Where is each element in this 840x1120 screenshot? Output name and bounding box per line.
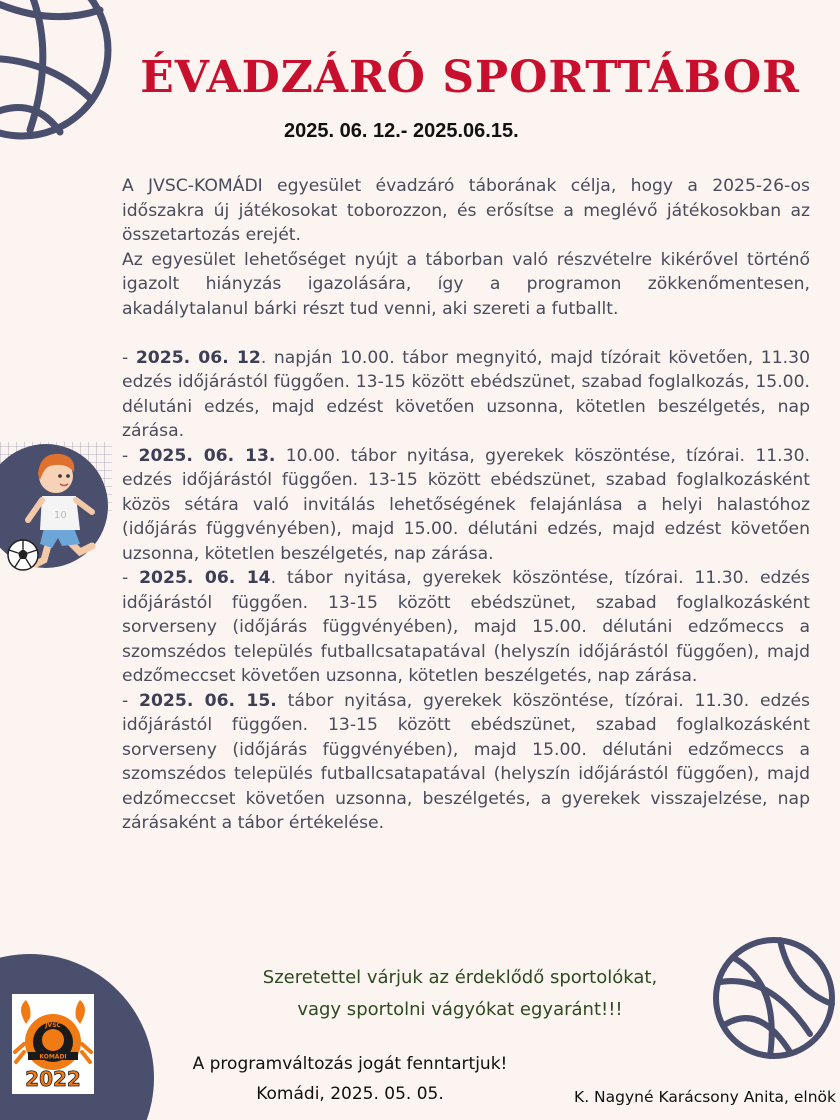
bullet: -	[122, 690, 139, 711]
schedule-text: tábor nyitása, gyerekek köszöntése, tízórai. 11.30. edzés időjárástól függően. 13-15 között ebédszünet, szabad foglalkozásként sorverseny (időjárás függvényében), majd 15.00. délutáni edzőmeccs a szomszédos település futballcsatapatával (helyszín időjárástól függően), majd edzőmeccset követően uzsonna, beszélgetés, a gyerekek visszajelzése, nap zárásaként a tábor értékelése.	[122, 690, 811, 833]
reservation-notice: A programváltozás jogát fenntartjuk!	[192, 1054, 508, 1074]
schedule-date: 2025. 06. 13.	[138, 445, 276, 466]
club-logo	[12, 994, 94, 1094]
schedule-date: 2025. 06. 12	[135, 347, 261, 368]
page-title: ÉVADZÁRÓ SPORTTÁBOR	[140, 52, 800, 103]
invitation-line: vagy sportolni vágyókat egyaránt!!!	[297, 999, 623, 1020]
schedule-date: 2025. 06. 15.	[138, 690, 277, 711]
paragraph-spacer	[122, 321, 810, 346]
bullet: -	[122, 445, 139, 466]
svg-text:10: 10	[54, 510, 67, 521]
intro-paragraph: Az egyesület lehetőséget nyújt a táborban való részvételre kikérővel történő igazolt hiányzás igazolására, így a programon zökkenőmentesen, akadálytalanul bárki részt tud venni, aki szereti a futballt.	[122, 249, 810, 319]
soccer-ball-icon	[6, 538, 40, 572]
schedule-text: . tábor nyitása, gyerekek köszöntése, tízórai. 11.30. edzés időjárástól függően. 13-15 között ebédszünet, szabad foglalkozásként sorverseny (időjárás függvényében), majd 15.00. délutáni edzőmeccs a szomszédos település futballcsatapatával (helyszín időjárástól függően), majd edzőmeccset követően uzsonna, kötetlen beszélgetés, nap zárása.	[122, 568, 810, 686]
signature: K. Nagyné Karácsony Anita, elnök	[574, 1088, 836, 1106]
schedule-text: 10.00. tábor nyitása, gyerekek köszöntése, tízórai. 11.30. edzés időjárástól függően. 13-15 között ebédszünet, szabad foglalkozásként közös sétára való invitálás lehetőségének felajánlása a helyi halastóhoz (időjárás függvényében), majd 15.00. délutáni edzés, majd edzést követően uzsonna, kötetlen beszélgetés, nap zárása.	[122, 445, 810, 564]
intro-paragraph: A JVSC-KOMÁDI egyesület évadzáró táborának célja, hogy a 2025-26-os időszakra új játékosokat toborozzon, és erősítse a meglévő játékosokban az összetartozás erejét.	[122, 176, 810, 245]
bullet: -	[122, 568, 140, 588]
schedule-text: . napján 10.00. tábor megnyitó, majd tízórait követően, 11.30 edzés időjárástól függően. 13-15 között ebédszünet, szabad foglalkozás, 15.00. délutáni edzés, majd edzést követően uzsonna, kötetlen beszélgetés, nap zárása.	[122, 347, 811, 441]
place-date: Komádi, 2025. 05. 05.	[256, 1084, 444, 1104]
logo-year: 2022	[25, 1067, 81, 1091]
volleyball-icon	[710, 934, 838, 1062]
volleyball-icon	[0, 0, 115, 150]
schedule-date: 2025. 06. 14	[139, 568, 271, 588]
schedule-item	[122, 689, 810, 836]
invitation-line: Szeretettel várjuk az érdeklődő sportolókat,	[262, 967, 658, 988]
logo-text-band: KOMÁDI	[39, 1053, 67, 1061]
bullet: -	[122, 347, 136, 368]
logo-text-top: JVSC	[45, 1022, 61, 1029]
schedule-item	[122, 444, 810, 567]
date-range: 2025. 06. 12.- 2025.06.15.	[284, 120, 519, 142]
invitation	[220, 962, 700, 1026]
schedule-item	[122, 566, 810, 689]
schedule-item	[122, 346, 810, 444]
body-text	[122, 174, 810, 836]
